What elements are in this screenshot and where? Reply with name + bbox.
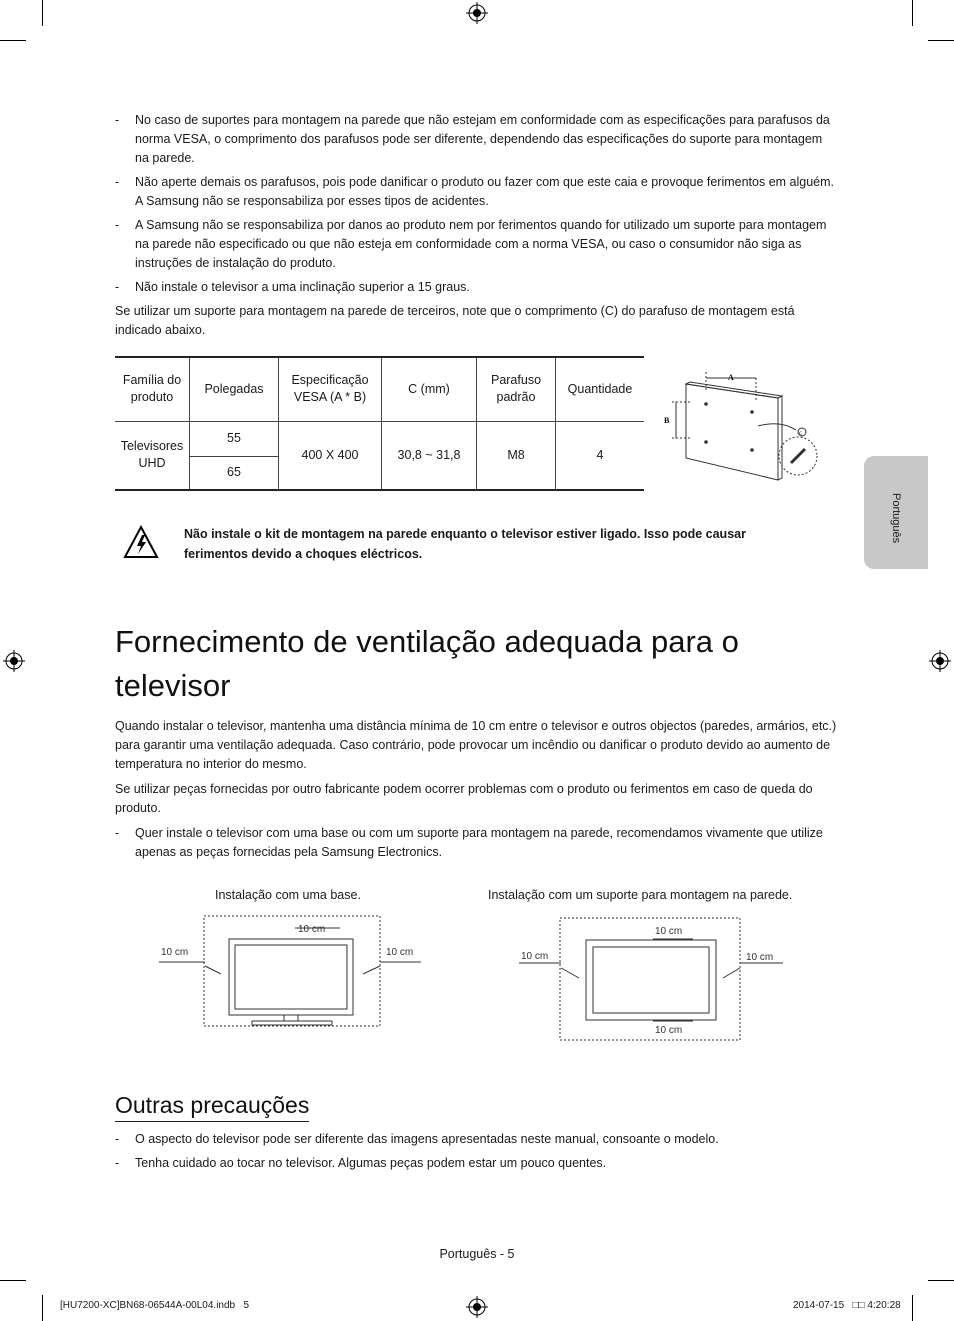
cell-size: 65 — [190, 456, 279, 490]
bullet-item: - Não aperte demais os parafusos, pois pode danificar o produto ou fazer com que este caia e provoque ferimentos em alguém. A Samsung não se responsabiliza por esses tipos de acidentes. — [115, 175, 835, 208]
language-side-tab — [864, 456, 928, 569]
registration-mark-icon — [466, 2, 488, 24]
header-family: Família do produto — [115, 357, 190, 421]
bullet-item: - Tenha cuidado ao tocar no televisor. Algumas peças podem estar um pouco quentes. — [115, 1156, 607, 1170]
bullet-item: - O aspecto do televisor pode ser diferente das imagens apresentadas neste manual, consoante o modelo. — [115, 1132, 719, 1146]
cell-quantity: 4 — [556, 421, 645, 490]
caption-wall: Instalação com um suporte para montagem na parede. — [488, 888, 793, 902]
base-right-gap: 10 cm — [386, 947, 414, 958]
wall-bottom-gap: 10 cm — [655, 1025, 683, 1036]
base-left-gap: 10 cm — [161, 947, 189, 958]
cell-size: 55 — [190, 421, 279, 456]
cell-vesa: 400 X 400 — [279, 421, 382, 490]
bullet-item: - No caso de suportes para montagem na parede que não estejam em conformidade com as especificações para parafusos da norma VESA, o comprimento dos parafusos pode ser diferente, dependendo das especificações do suporte para montagem na parede. — [115, 113, 830, 165]
page-number: Português - 5 — [439, 1247, 515, 1261]
base-install-diagram — [155, 908, 430, 1033]
header-vesa: Especificação VESA (A * B) — [279, 357, 382, 421]
print-footer-right: 2014-07-15 □□ 4:20:28 — [793, 1300, 901, 1311]
registration-mark-icon — [466, 1296, 488, 1318]
cell-screw: M8 — [477, 421, 556, 490]
header-screw: Parafuso padrão — [477, 357, 556, 421]
subsection-title: Outras precauções — [115, 1090, 309, 1122]
intro-paragraph: Se utilizar um suporte para montagem na parede de terceiros, note que o comprimento (C) do parafuso de montagem está indicado abaixo. — [115, 304, 795, 337]
bullet-item: - Quer instale o televisor com uma base ou com um suporte para montagem na parede, recomendamos vivamente que utilize apenas as peças fornecidas pela Samsung Electronics. — [115, 826, 823, 859]
header-c: C (mm) — [382, 357, 477, 421]
warning-text: Não instale o kit de montagem na parede enquanto o televisor estiver ligado. Isso pode causar ferimentos devido a choques eléctricos. — [184, 527, 746, 561]
wall-top-gap: 10 cm — [655, 926, 683, 937]
wall-mount-diagram — [660, 362, 825, 492]
section-title: Fornecimento de ventilação adequada para o televisor — [115, 624, 739, 703]
wall-left-gap: 10 cm — [521, 951, 549, 962]
print-footer-left: [HU7200-XC]BN68-06544A-00L04.indb 5 — [60, 1300, 250, 1311]
header-quantity: Quantidade — [556, 357, 645, 421]
vesa-spec-table — [115, 356, 644, 491]
side-tab-label: Português — [890, 493, 902, 544]
cell-c: 30,8 ~ 31,8 — [382, 421, 477, 490]
registration-mark-icon — [929, 650, 951, 672]
wall-install-diagram — [515, 908, 795, 1043]
bullet-item: - Não instale o televisor a uma inclinação superior a 15 graus. — [115, 280, 470, 294]
cell-family: Televisores UHD — [115, 421, 190, 490]
registration-mark-icon — [3, 650, 25, 672]
header-inches: Polegadas — [190, 357, 279, 421]
ventilation-paragraph: Quando instalar o televisor, mantenha uma distância mínima de 10 cm entre o televisor e outros objectos (paredes, armários, etc.) para garantir uma ventilação adequada. Caso contrário, pode provocar um incêndio ou danificar o produto devido ao aumento de temperatura no interior do mesmo. — [115, 719, 837, 771]
label-b: B — [664, 416, 670, 425]
warning-electric-icon — [123, 525, 159, 559]
wall-right-gap: 10 cm — [746, 952, 774, 963]
bullet-item: - A Samsung não se responsabiliza por danos ao produto nem por ferimentos quando for utilizado um suporte para montagem na parede não especificado ou que não esteja em conformidade com a norma VESA, ou caso o consumidor não siga as instruções de instalação do produto. — [115, 218, 827, 270]
label-a: A — [728, 373, 734, 382]
ventilation-paragraph: Se utilizar peças fornecidas por outro fabricante podem ocorrer problemas com o produto ou ferimentos em caso de queda do produto. — [115, 782, 813, 815]
caption-base: Instalação com uma base. — [215, 888, 361, 902]
label-c: C — [799, 432, 803, 437]
base-top-gap: 10 cm — [298, 924, 326, 935]
